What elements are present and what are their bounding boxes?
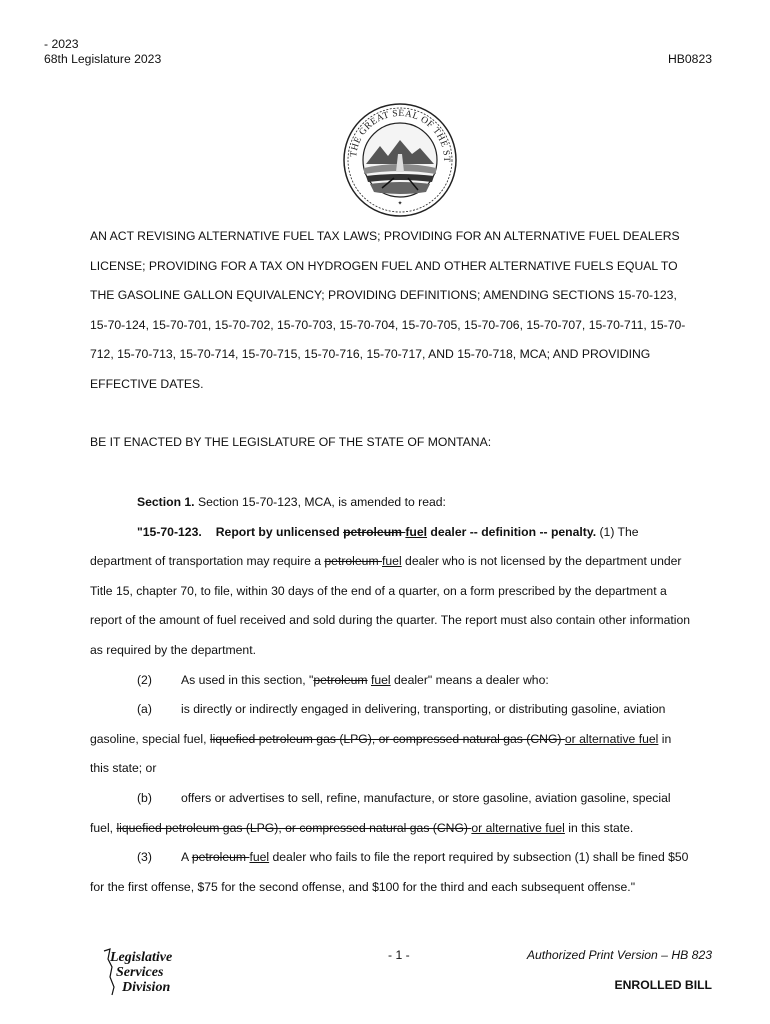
subsection-number: (3) — [137, 850, 152, 865]
struck-text: petroleum — [313, 672, 368, 687]
body-text: in — [658, 731, 672, 746]
enrolled-bill-label: ENROLLED BILL — [614, 978, 712, 992]
logo-word: Legislative — [110, 950, 173, 965]
struck-text: liquefied petroleum gas (LPG), or compressed natural gas (CNG) — [116, 820, 472, 835]
body-text: offers or advertises to sell, refine, manufacture, or store gasoline, aviation gasoline, special — [181, 790, 671, 805]
enacting-clause: BE IT ENACTED BY THE LEGISLATURE OF THE STATE OF MONTANA: — [90, 435, 492, 449]
inserted-text: fuel — [249, 850, 270, 865]
body-text: fuel, — [90, 820, 117, 835]
struck-text: petroleum — [191, 850, 250, 865]
body-text: gasoline, special fuel, — [90, 731, 210, 746]
state-seal-image — [342, 102, 458, 218]
caption-text: Report by unlicensed — [215, 524, 344, 539]
inserted-text: fuel — [405, 524, 428, 539]
struck-text: petroleum — [343, 524, 406, 539]
session-year: - 2023 — [44, 37, 79, 51]
body-line — [90, 814, 712, 844]
subsection-letter: (a) — [137, 702, 152, 717]
caption-number: "15-70-123. — [137, 524, 202, 539]
page-number: - 1 - — [388, 948, 410, 962]
body-line: this state; or — [90, 761, 157, 776]
body-text: department of transportation may require a — [90, 554, 325, 569]
body-line — [90, 725, 712, 755]
legislature-label: 68th Legislature 2023 — [44, 52, 162, 66]
title-line: 712, 15-70-713, 15-70-714, 15-70-715, 15-70-716, 15-70-717, AND 15-70-718, MCA; AND PROVIDING — [90, 347, 651, 362]
subsection-2 — [90, 666, 712, 696]
section-heading-text: Section 15-70-123, MCA, is amended to read: — [194, 495, 446, 509]
body-text: is directly or indirectly engaged in delivering, transporting, or distributing gasoline, aviation — [181, 702, 666, 717]
print-version: Authorized Print Version – HB 823 — [526, 948, 712, 962]
title-line: EFFECTIVE DATES. — [90, 376, 204, 391]
body-line: Title 15, chapter 70, to file, within 30 days of the end of a quarter, on a form prescribed by the department a — [90, 583, 667, 598]
section-heading — [90, 488, 712, 518]
body-line: report of the amount of fuel received and sold during the quarter. The report must also contain other information — [90, 613, 691, 628]
bill-id: HB0823 — [667, 52, 712, 66]
subsection-number: (2) — [137, 672, 152, 687]
body-text: dealer who fails to file the report required by subsection (1) shall be fined $50 — [269, 850, 689, 865]
inserted-text: or alternative fuel — [471, 820, 565, 835]
subsection-a — [90, 695, 712, 725]
body-text: dealer" means a dealer who: — [390, 672, 549, 687]
struck-text: liquefied petroleum gas (LPG), or compressed natural gas (CNG) — [209, 731, 565, 746]
subsection-3 — [90, 843, 712, 873]
legislative-services-division-logo — [100, 945, 195, 1001]
subsection-1-start: (1) The — [596, 524, 639, 539]
title-line: THE GASOLINE GALLON EQUIVALENCY; PROVIDING DEFINITIONS; AMENDING SECTIONS 15-70-123, — [90, 288, 677, 303]
inserted-text: or alternative fuel — [564, 731, 659, 746]
struck-text: petroleum — [324, 554, 382, 569]
title-line: 15-70-124, 15-70-701, 15-70-702, 15-70-703, 15-70-704, 15-70-705, 15-70-706, 15-70-707, 15-70-711, 15-70- — [90, 317, 686, 332]
svg-text:✦: ✦ — [397, 201, 403, 207]
section-1 — [90, 488, 712, 902]
subsection-letter: (b) — [137, 790, 152, 805]
subsection-b — [90, 784, 712, 814]
inserted-text: fuel — [370, 672, 391, 687]
title-line: LICENSE; PROVIDING FOR A TAX ON HYDROGEN FUEL AND OTHER ALTERNATIVE FUELS EQUAL TO — [90, 258, 678, 273]
act-title — [90, 222, 712, 400]
body-line: for the first offense, $75 for the second offense, and $100 for the third and each subsequent offense." — [90, 879, 636, 894]
body-text: dealer who is not licensed by the department under — [401, 554, 682, 569]
body-text: As used in this section, " — [181, 672, 314, 687]
logo-word: Division — [122, 980, 171, 995]
body-line: as required by the department. — [90, 642, 256, 657]
svg-text:THE GREAT SEAL OF THE STATE OF: THE GREAT SEAL OF THE ST — [349, 108, 452, 162]
caption-text-end: dealer -- definition -- penalty. — [427, 524, 597, 539]
logo-word: Services — [116, 965, 164, 980]
body-text: in this state. — [564, 820, 634, 835]
section-caption — [90, 518, 712, 548]
inserted-text: fuel — [382, 554, 402, 569]
section-number: Section 1. — [137, 495, 195, 509]
body-line — [90, 547, 712, 577]
body-text: A — [181, 850, 192, 865]
title-line: AN ACT REVISING ALTERNATIVE FUEL TAX LAWS; PROVIDING FOR AN ALTERNATIVE FUEL DEALERS — [90, 229, 680, 243]
